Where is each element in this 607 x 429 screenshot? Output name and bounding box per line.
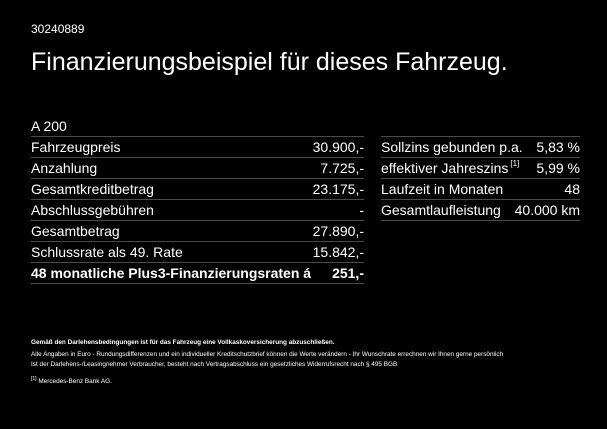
interest-table — [381, 136, 580, 221]
label-text: effektiver Jahreszins — [381, 160, 509, 176]
model-name: A 200 — [31, 118, 67, 134]
table-row — [31, 241, 364, 262]
row-label: Laufzeit in Monaten — [381, 181, 504, 197]
row-label: Schlussrate als 49. Rate — [31, 244, 183, 260]
row-value: 251,- — [332, 265, 364, 281]
row-value: 48 — [564, 181, 580, 197]
footer-notes — [31, 338, 581, 387]
row-value: 5,99 % — [536, 160, 580, 176]
table-row — [31, 157, 364, 178]
row-label: 48 monatliche Plus3-Finanzierungsraten á — [31, 265, 312, 281]
row-label — [381, 160, 519, 176]
table-row — [381, 136, 580, 157]
table-row — [31, 220, 364, 241]
row-label: Fahrzeugpreis — [31, 139, 121, 155]
row-value: 27.890,- — [312, 223, 364, 239]
row-value: 40.000 km — [514, 202, 580, 218]
table-row — [31, 136, 364, 157]
row-label: Gesamtbetrag — [31, 223, 120, 239]
row-label: Anzahlung — [31, 160, 98, 176]
row-label: Sollzins gebunden p.a. — [381, 139, 523, 155]
row-value: 7.725,- — [320, 160, 364, 176]
table-row — [381, 157, 580, 178]
table-row — [381, 178, 580, 199]
table-row — [31, 178, 364, 199]
row-label: Gesamtkreditbetrag — [31, 181, 154, 197]
reference-number: 30240889 — [31, 22, 85, 36]
row-value: 23.175,- — [312, 181, 364, 197]
footnote-marker: [1] — [510, 159, 520, 169]
row-label: Gesamtlaufleistung — [381, 202, 501, 218]
financing-table — [31, 136, 364, 284]
row-value: - — [359, 202, 364, 218]
disclaimer-line: Alle Angaben in Euro - Rundungsdifferenzen und ein individueller Kreditschutzbrief können die Werte verändern - Ihr Wunschrate errechnen wir Ihnen gerne persönlich — [31, 351, 504, 358]
row-value: 30.900,- — [312, 139, 364, 155]
footnote-mark: [1] — [31, 376, 37, 382]
row-value: 5,83 % — [536, 139, 580, 155]
table-row — [381, 199, 580, 221]
row-label: Abschlussgebühren — [31, 202, 154, 218]
page-title: Finanzierungsbeispiel für dieses Fahrzeug. — [31, 48, 508, 76]
row-value: 15.842,- — [312, 244, 364, 260]
footnote-text: Mercedes-Benz Bank AG. — [38, 378, 112, 386]
monthly-rate-row — [31, 262, 364, 284]
withdrawal-note: Ist der Darlehens-/Leasingnehmer Verbraucher, besteht nach Vertragsabschluss ein gesetzliches Widerrufsrecht nach § 495 BGB — [31, 361, 398, 368]
table-row — [31, 199, 364, 220]
footnote — [31, 374, 581, 387]
insurance-note: Gemäß den Darlehensbedingungen ist für das Fahrzeug eine Vollkaskoversicherung abzuschließen. — [31, 339, 335, 346]
